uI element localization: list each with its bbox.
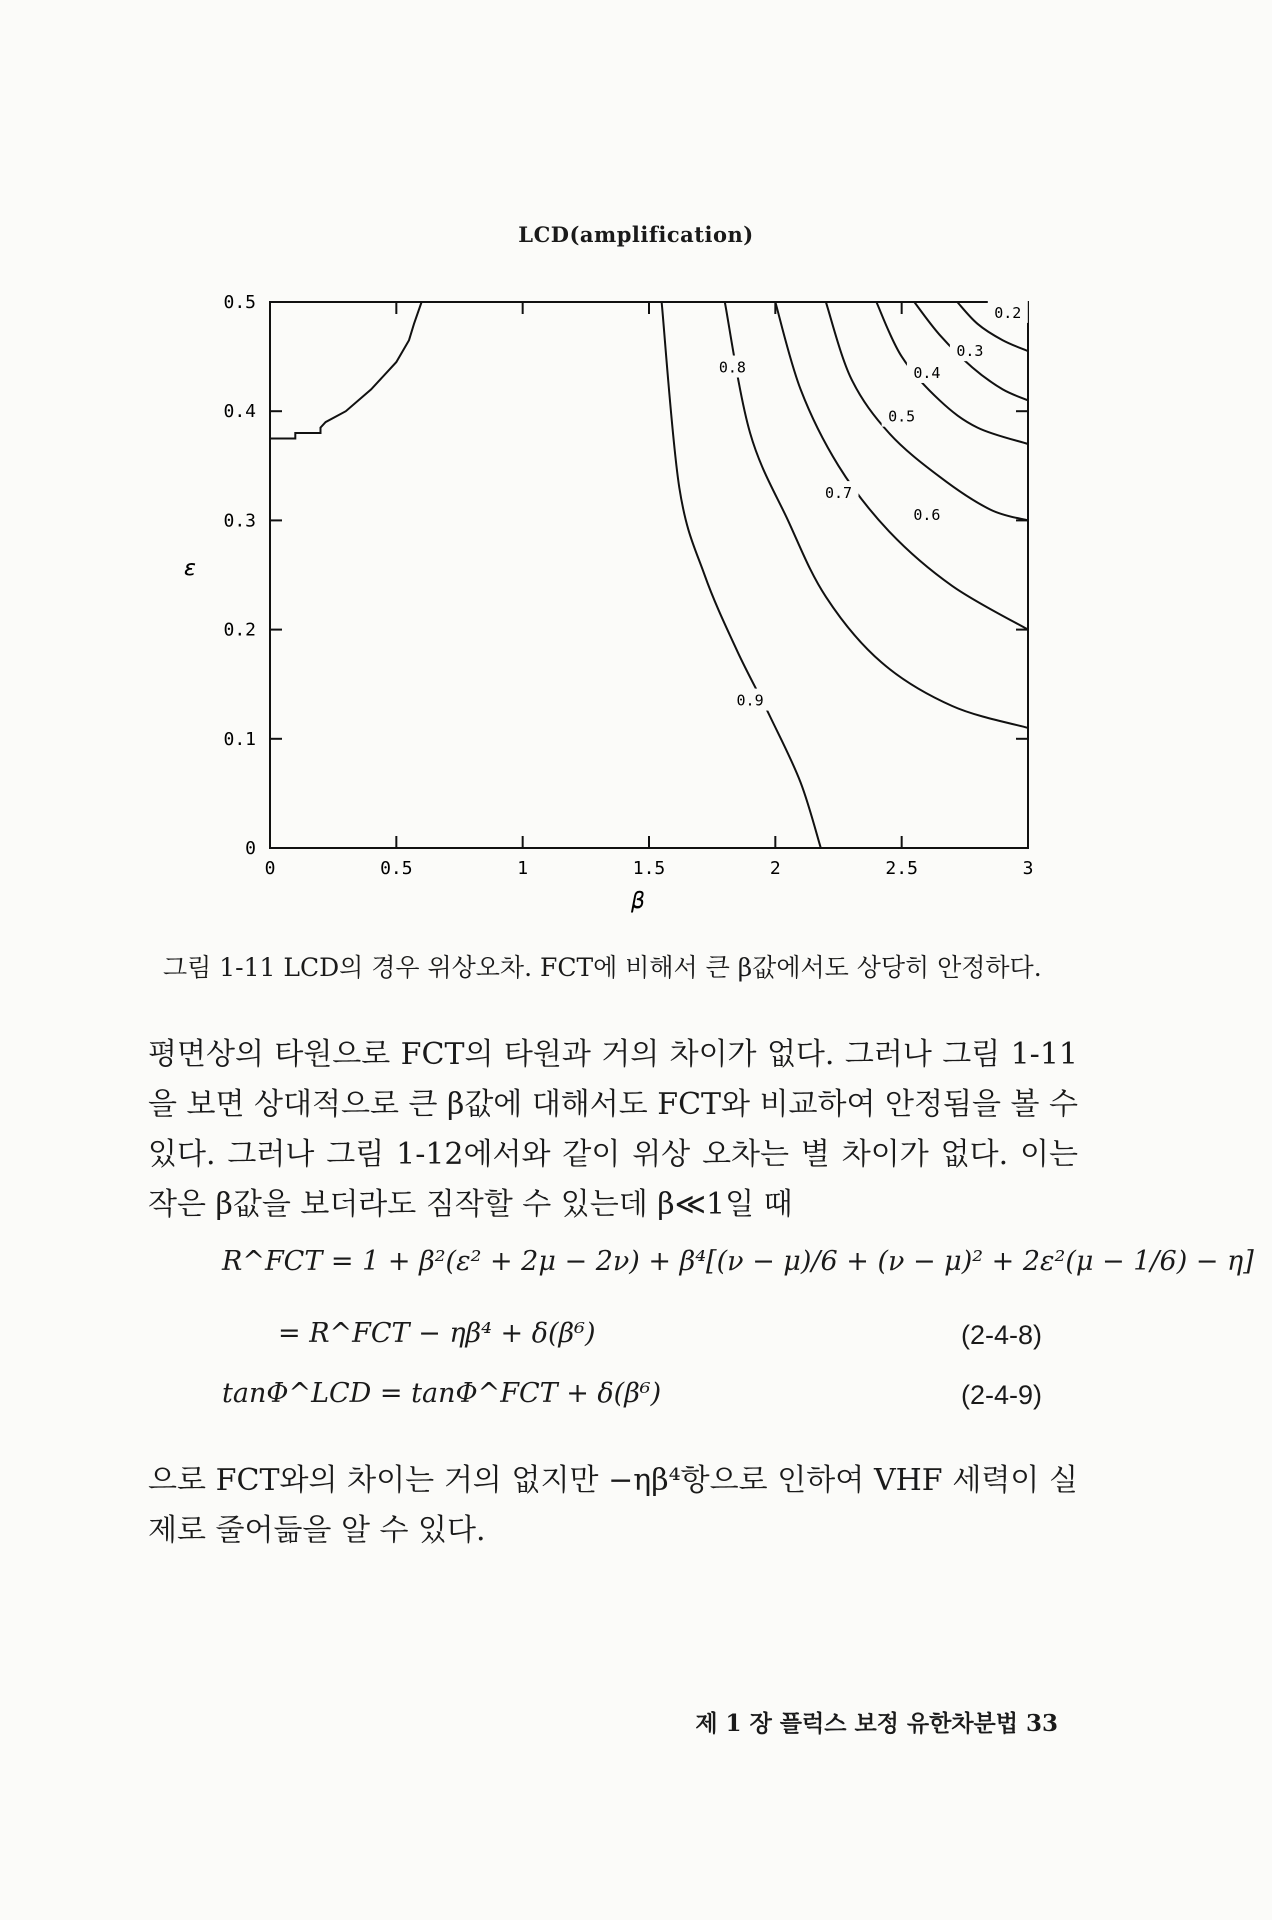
contour-label: 0.9 (736, 691, 764, 710)
equation-1: R^FCT = 1 + β²(ε² + 2μ − 2ν) + β⁴[(ν − μ)/6 + (ν − μ)² + 2ε²(μ − 1/6) − η] (222, 1246, 1254, 1277)
contour-chart (0, 0, 1272, 920)
x-tick-label: 2 (769, 858, 781, 879)
contour-line (775, 302, 1028, 630)
contour-label: 0.6 (913, 505, 941, 524)
contour-line (270, 302, 422, 439)
y-tick-label: 0.3 (223, 510, 256, 532)
x-tick-label: 3 (1022, 858, 1034, 879)
contour-label: 0.8 (718, 358, 746, 377)
contour-label: 0.4 (913, 363, 941, 382)
contour-labels (712, 301, 1027, 711)
equation-3: tanΦ^LCD = tanΦ^FCT + δ(β⁶) (222, 1378, 662, 1409)
contour-lines (270, 302, 1028, 848)
equation-3-number: (2-4-9) (960, 1380, 1042, 1410)
contour-label: 0.7 (824, 484, 853, 503)
contour-line (725, 302, 1028, 728)
y-tick-label: 0 (245, 838, 256, 859)
contour-label: 0.5 (888, 407, 916, 426)
x-tick-label: 1.5 (632, 858, 666, 879)
paragraph-2: 으로 FCT와의 차이는 거의 없지만 −ηβ⁴항으로 인하여 VHF 세력이 실제로 줄어듦을 알 수 있다. (148, 1463, 1078, 1548)
x-axis-label: β (631, 889, 645, 914)
paragraph-1: 평면상의 타원으로 FCT의 타원과 거의 차이가 없다. 그러나 그림 1-11을 보면 상대적으로 큰 β값에 대해서도 FCT와 비교하여 안정됨을 볼 수 있다. 그러나 그림 1-12에서와 같이 위상 오차는 별 차이가 없다. 이는 작은 β값을 보더라도 짐작할 수 있는데 β≪1일 때 (148, 1037, 1078, 1222)
y-tick-label: 0.1 (223, 728, 256, 750)
plot-frame (270, 302, 1028, 848)
contour-label: 0.2 (994, 303, 1022, 322)
y-tick-label: 0.5 (223, 292, 256, 313)
figure-caption: 그림 1-11 LCD의 경우 위상오차. FCT에 비해서 큰 β값에서도 상당히 안정하다. (163, 953, 1042, 982)
x-tick-label: 0 (264, 858, 276, 879)
x-tick-label: 1 (517, 858, 529, 879)
y-tick-label: 0.2 (223, 619, 256, 641)
x-tick-label: 0.5 (380, 858, 413, 879)
equation-2: = R^FCT − ηβ⁴ + δ(β⁶) (278, 1318, 596, 1349)
chart-title: LCD(amplification) (518, 222, 754, 247)
equation-2-number: (2-4-8) (960, 1320, 1042, 1350)
y-tick-label: 0.4 (223, 401, 256, 423)
page-footer: 제 1 장 플럭스 보정 유한차분법 33 (695, 1710, 1058, 1737)
y-axis-label: ε (183, 556, 197, 581)
contour-line (662, 302, 821, 848)
x-tick-label: 2.5 (885, 858, 918, 879)
contour-label: 0.3 (956, 342, 984, 361)
